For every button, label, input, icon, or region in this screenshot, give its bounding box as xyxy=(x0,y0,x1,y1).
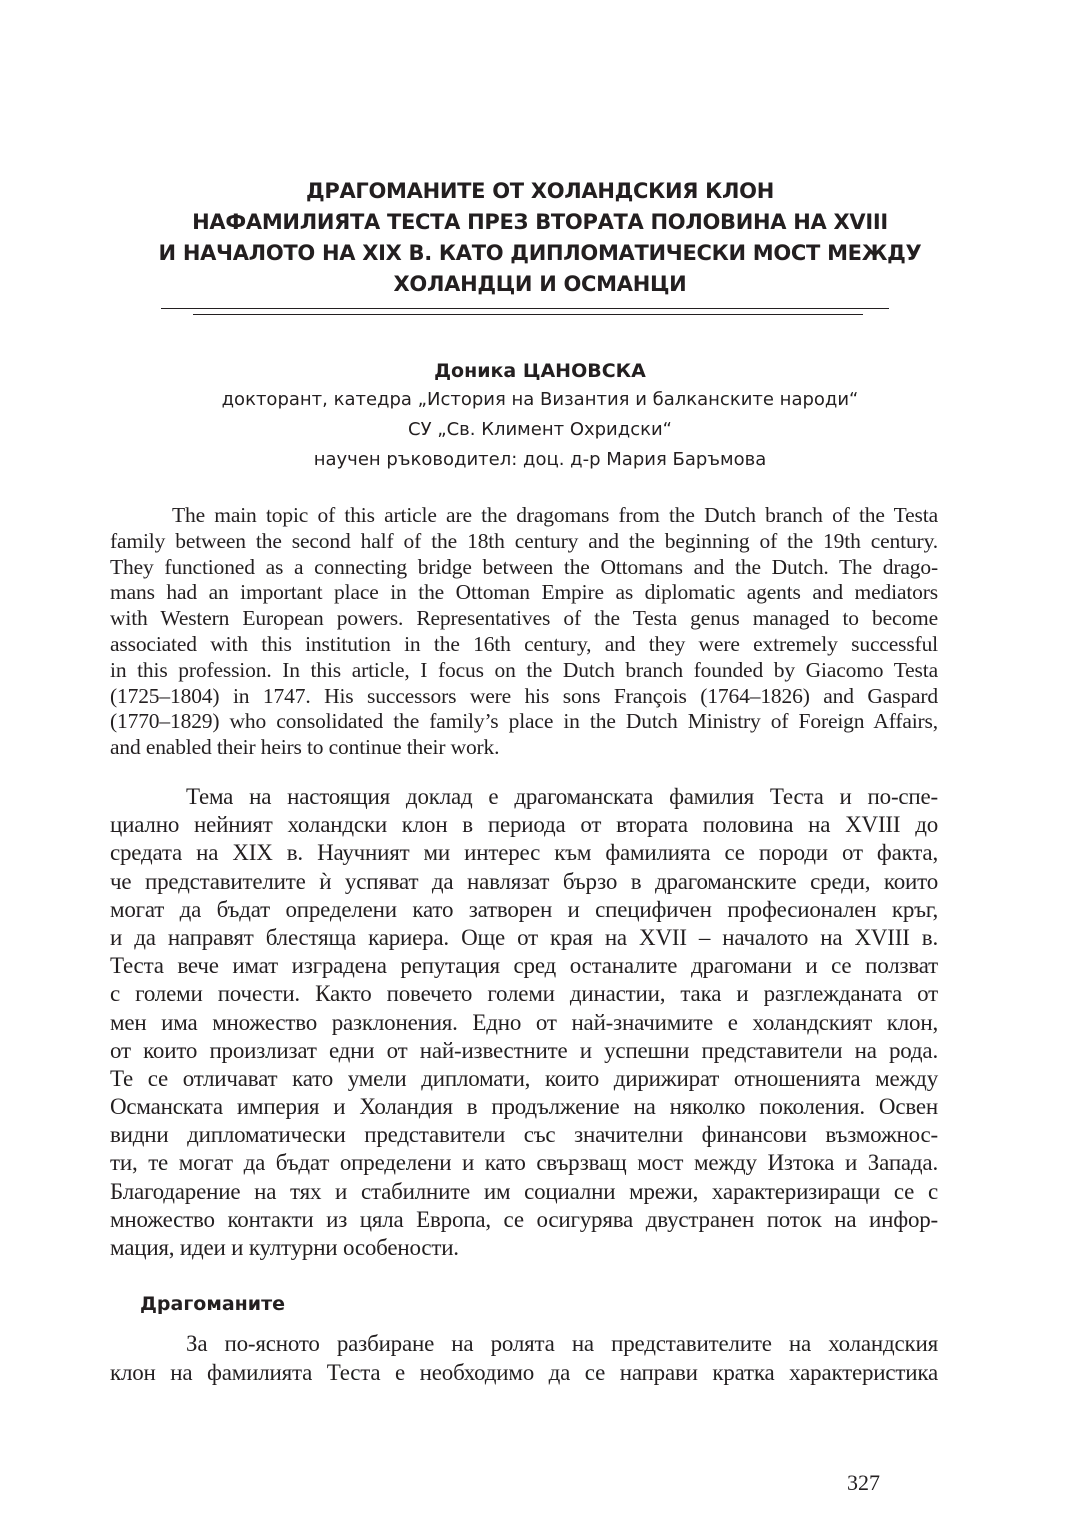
page-number: 327 xyxy=(847,1470,880,1495)
title-divider-top xyxy=(161,308,889,309)
title-line: НАФАМИЛИЯТА ТЕСТА ПРЕЗ ВТОРАТА ПОЛОВИНА НА XVIII xyxy=(192,210,888,234)
abstract xyxy=(110,503,938,761)
section-heading: Драгоманите xyxy=(140,1293,286,1315)
body-line: с големи почести. Както повечето големи династии, така и разглежданата от xyxy=(110,981,938,1007)
author-affiliation: докторант, катедра „История на Византия и балканските народи“ xyxy=(221,389,859,410)
body-line: множество контакти из цяла Европа, се осигурява двустранен поток на инфор- xyxy=(110,1206,938,1232)
title-line: ХОЛАНДЦИ И ОСМАНЦИ xyxy=(393,272,687,296)
body-paragraph-1 xyxy=(110,783,938,1262)
abstract-line: (1770–1829) who consolidated the family’s place in the Dutch Ministry of Foreign Affairs, xyxy=(110,709,938,734)
abstract-line: (1725–1804) in 1747. His successors were his sons François (1764–1826) and Gaspard xyxy=(110,683,938,708)
author-supervisor: научен ръководител: доц. д-р Мария Баръмова xyxy=(313,449,767,470)
body-line: мация, идеи и културни особености. xyxy=(110,1235,459,1260)
body-line: Те се отличават като умели дипломати, които дирижират отношенията между xyxy=(110,1065,938,1091)
body-line: средата на XIX в. Научният ми интерес към фамилията се породи от факта, xyxy=(110,840,938,866)
body-line: видни дипломатически представители със значителни финансови възможнос- xyxy=(110,1122,938,1148)
body-line: че представителите ѝ успяват да навлязат бързо в драгоманските среди, които xyxy=(110,868,938,894)
title-line: И НАЧАЛОТО НА XIX В. КАТО ДИПЛОМАТИЧЕСКИ МОСТ МЕЖДУ xyxy=(158,241,922,265)
abstract-line: The main topic of this article are the dragomans from the Dutch branch of the Testa xyxy=(172,503,938,527)
body-line: от които произлизат едни от най-известните и успешни представители на рода. xyxy=(110,1037,938,1063)
abstract-line: mans had an important place in the Ottoman Empire as diplomatic agents and mediators xyxy=(110,580,938,605)
title-divider-bottom xyxy=(193,314,863,315)
author-block xyxy=(120,357,960,475)
abstract-line: They functioned as a connecting bridge between the Ottomans and the Dutch. The drago- xyxy=(110,554,938,579)
body-line: и да направят блестяща кариера. Още от края на XVII – началото на XVIII в. xyxy=(110,924,938,950)
abstract-line: in this profession. In this article, I focus on the Dutch branch founded by Giacomo Testa xyxy=(110,657,938,682)
body-line: могат да бъдат определени като затворен и специфичен професионален кръг, xyxy=(110,896,938,922)
body-line: клон на фамилията Теста е необходимо да се направи кратка характеристика xyxy=(110,1360,938,1385)
body-line: Тема на настоящия доклад е драгоманската фамилия Теста и по-спе- xyxy=(186,784,938,809)
abstract-line: with Western European powers. Representatives of the Testa genus managed to become xyxy=(110,606,938,631)
author-university: СУ „Св. Климент Охридски“ xyxy=(408,419,672,440)
body-paragraph-2 xyxy=(110,1329,938,1387)
body-line: ти, те могат да бъдат определени и като свързващ мост между Изтока и Запада. xyxy=(110,1150,938,1176)
body-line: Благодарение на тях и стабилните им социални мрежи, характеризиращи се с xyxy=(110,1178,938,1204)
author-name: Доника ЦАНОВСКА xyxy=(434,360,646,382)
body-line: Османската империя и Холандия в продължение на няколко поколения. Освен xyxy=(110,1094,938,1120)
body-line: За по-ясното разбиране на ролята на представителите на холандския xyxy=(186,1331,938,1356)
body-line: Теста вече имат изградена репутация сред останалите драгомани и се ползват xyxy=(110,953,938,979)
abstract-line: family between the second half of the 18th century and the beginning of the 19th century. xyxy=(110,528,938,553)
title-line: ДРАГОМАНИТЕ ОТ ХОЛАНДСКИЯ КЛОН xyxy=(305,179,775,203)
body-line: циално нейният холандски клон в периода от втората половина на XVIII до xyxy=(110,812,938,838)
abstract-line: associated with this institution in the 16th century, and they were extremely successful xyxy=(110,631,938,656)
article-title xyxy=(140,176,940,300)
abstract-line: and enabled their heirs to continue their work. xyxy=(110,735,500,760)
body-line: мен има множество разклонения. Едно от най-значимите е холандският клон, xyxy=(110,1009,938,1035)
